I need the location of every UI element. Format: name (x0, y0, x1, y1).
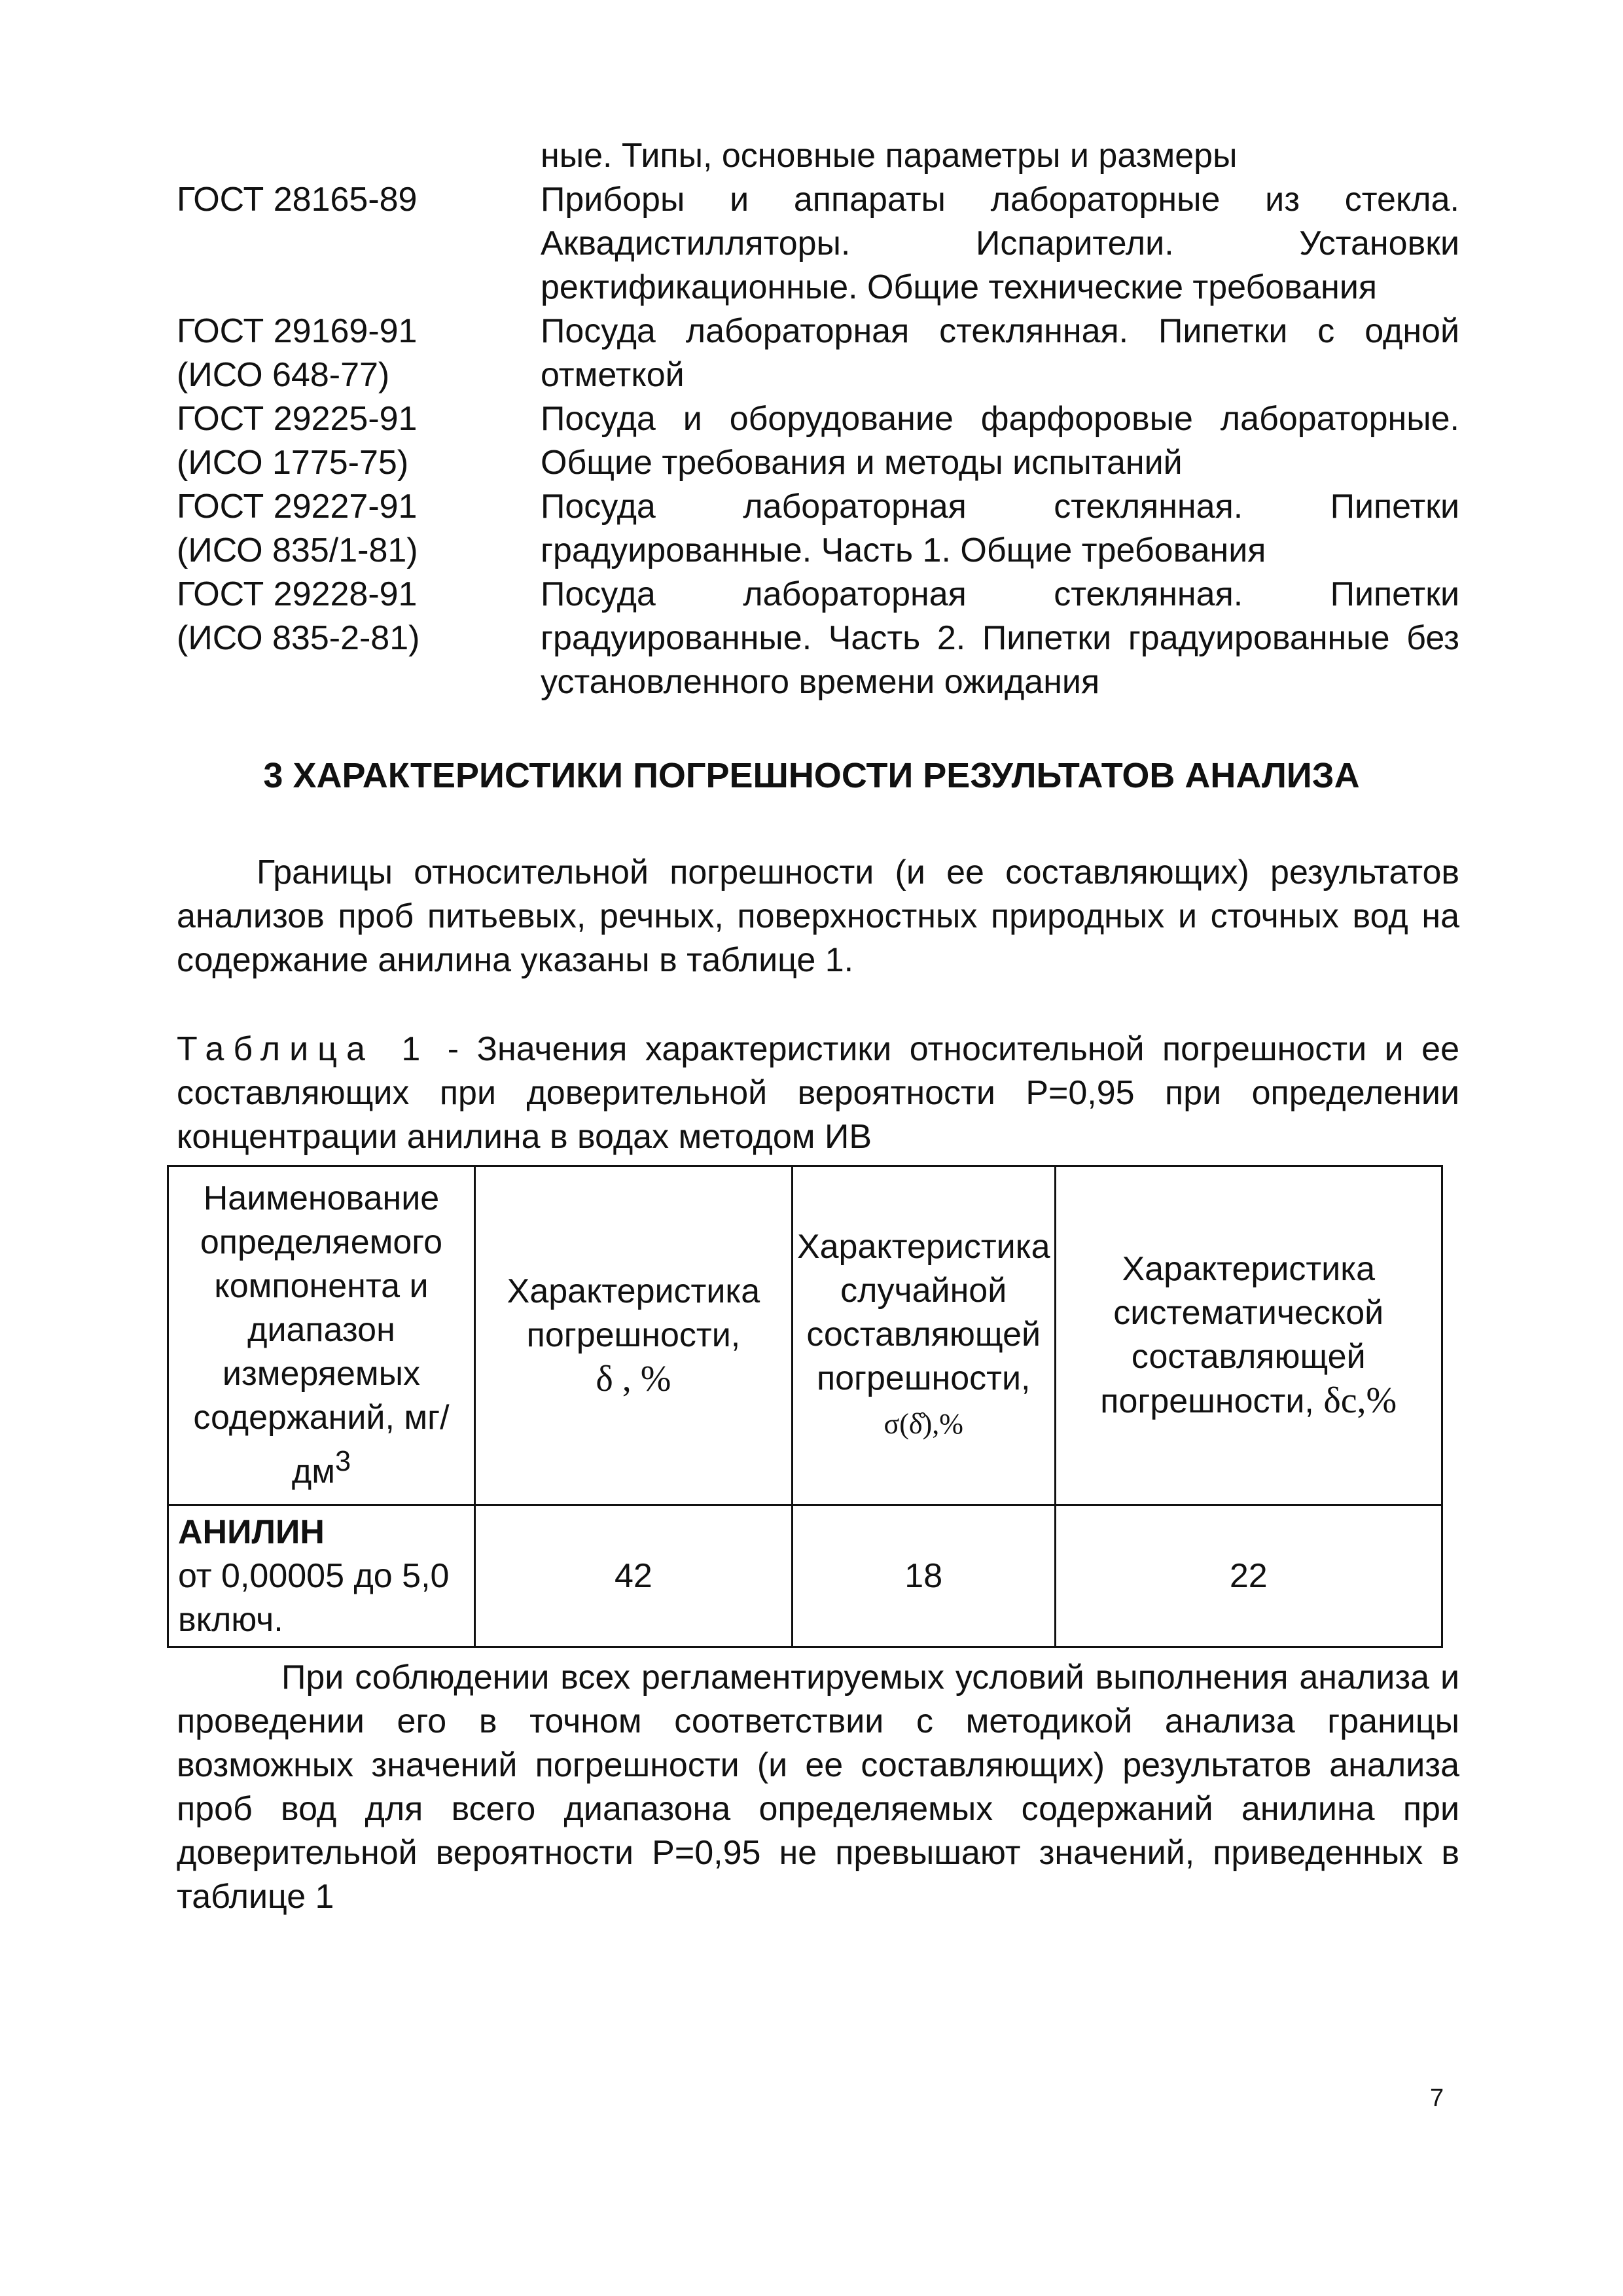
reference-code: ГОСТ 29169-91 (ИСО 648-77) (177, 312, 418, 394)
page-number: 7 (1430, 2085, 1444, 2112)
header-systematic-component: Характеристика систематической составляющей погрешности, δc,% (1055, 1166, 1442, 1505)
reference-entry (177, 485, 1459, 573)
table-header-row (168, 1166, 1442, 1505)
table-row (168, 1505, 1442, 1647)
header-random-component: Характеристика случайной составляющей погрешности, σ(δ̊),% (792, 1166, 1055, 1505)
delta-symbol: δ , % (596, 1358, 671, 1399)
section-heading: 3 ХАРАКТЕРИСТИКИ ПОГРЕШНОСТИ РЕЗУЛЬТАТОВ АНАЛИЗА (263, 756, 1360, 795)
intro-paragraph: Границы относительной погрешности (и ее составляющих) результатов анализов проб питьевых, речных, поверхностных природных и сточных вод на содержание анилина указаны в таблице 1. (177, 853, 1459, 979)
cell-systematic: 22 (1055, 1505, 1442, 1647)
reference-code: ГОСТ 28165-89 (177, 181, 418, 219)
reference-entry (177, 310, 1459, 397)
header-component: Наименование определяемого компонента и диапазон измеряемых содержаний, $мг/дм^3$ (168, 1166, 475, 1505)
cell-random: 18 (792, 1505, 1055, 1647)
reference-title: Приборы и аппараты лабораторные из стекла. Аквадистилляторы. Испарители. Установки ректификационные. Общие технические требования (541, 181, 1459, 306)
reference-title: Посуда лабораторная стеклянная. Пипетки градуированные. Часть 1. Общие требования (541, 488, 1459, 569)
delta-c-symbol: δc,% (1323, 1380, 1397, 1421)
cell-component (168, 1505, 475, 1647)
reference-code: ГОСТ 29227-91 (ИСО 835/1-81) (177, 488, 418, 569)
sigma-delta-symbol: σ(δ̊),% (883, 1408, 963, 1440)
reference-code: ГОСТ 29228-91 (ИСО 835-2-81) (177, 575, 420, 657)
reference-code: ГОСТ 29225-91 (ИСО 1775-75) (177, 400, 418, 482)
table-caption-label: Таблица 1 (177, 1030, 430, 1068)
component-range: от 0,00005 до 5,0 включ. (178, 1556, 450, 1639)
reference-entry (177, 397, 1459, 485)
cell-error: 42 (474, 1505, 792, 1647)
table-caption-text: - Значения характеристики относительной погрешности и ее составляющих при доверительной вероятности Р=0,95 при определении концентрации анилина в водах методом ИВ (177, 1030, 1459, 1156)
reference-title: Посуда лабораторная стеклянная. Пипетки градуированные. Часть 2. Пипетки градуированные без установленного времени ожидания (541, 575, 1459, 701)
reference-entry (177, 178, 1459, 310)
reference-entry (177, 134, 1459, 178)
reference-title: ные. Типы, основные параметры и размеры (541, 137, 1238, 175)
reference-title: Посуда и оборудование фарфоровые лабораторные. Общие требования и методы испытаний (541, 400, 1459, 482)
reference-title: Посуда лабораторная стеклянная. Пипетки с одной отметкой (541, 312, 1459, 394)
closing-paragraph: При соблюдении всех регламентируемых условий выполнения анализа и проведении его в точном соответствии с методикой анализа границы возможных значений погрешности (и ее составляющих) результатов анализа проб вод для всего диапазона определяемых содержаний анилина при доверительной вероятности Р=0,95 не превышают значений, приведенных в таблице 1 (177, 1659, 1459, 1916)
table-caption (177, 1028, 1459, 1159)
error-characteristics-table (167, 1165, 1443, 1648)
normative-references-list (177, 134, 1459, 704)
reference-entry (177, 573, 1459, 704)
component-name: АНИЛИН (178, 1513, 325, 1551)
header-error: Характеристика погрешности, δ , % (474, 1166, 792, 1505)
